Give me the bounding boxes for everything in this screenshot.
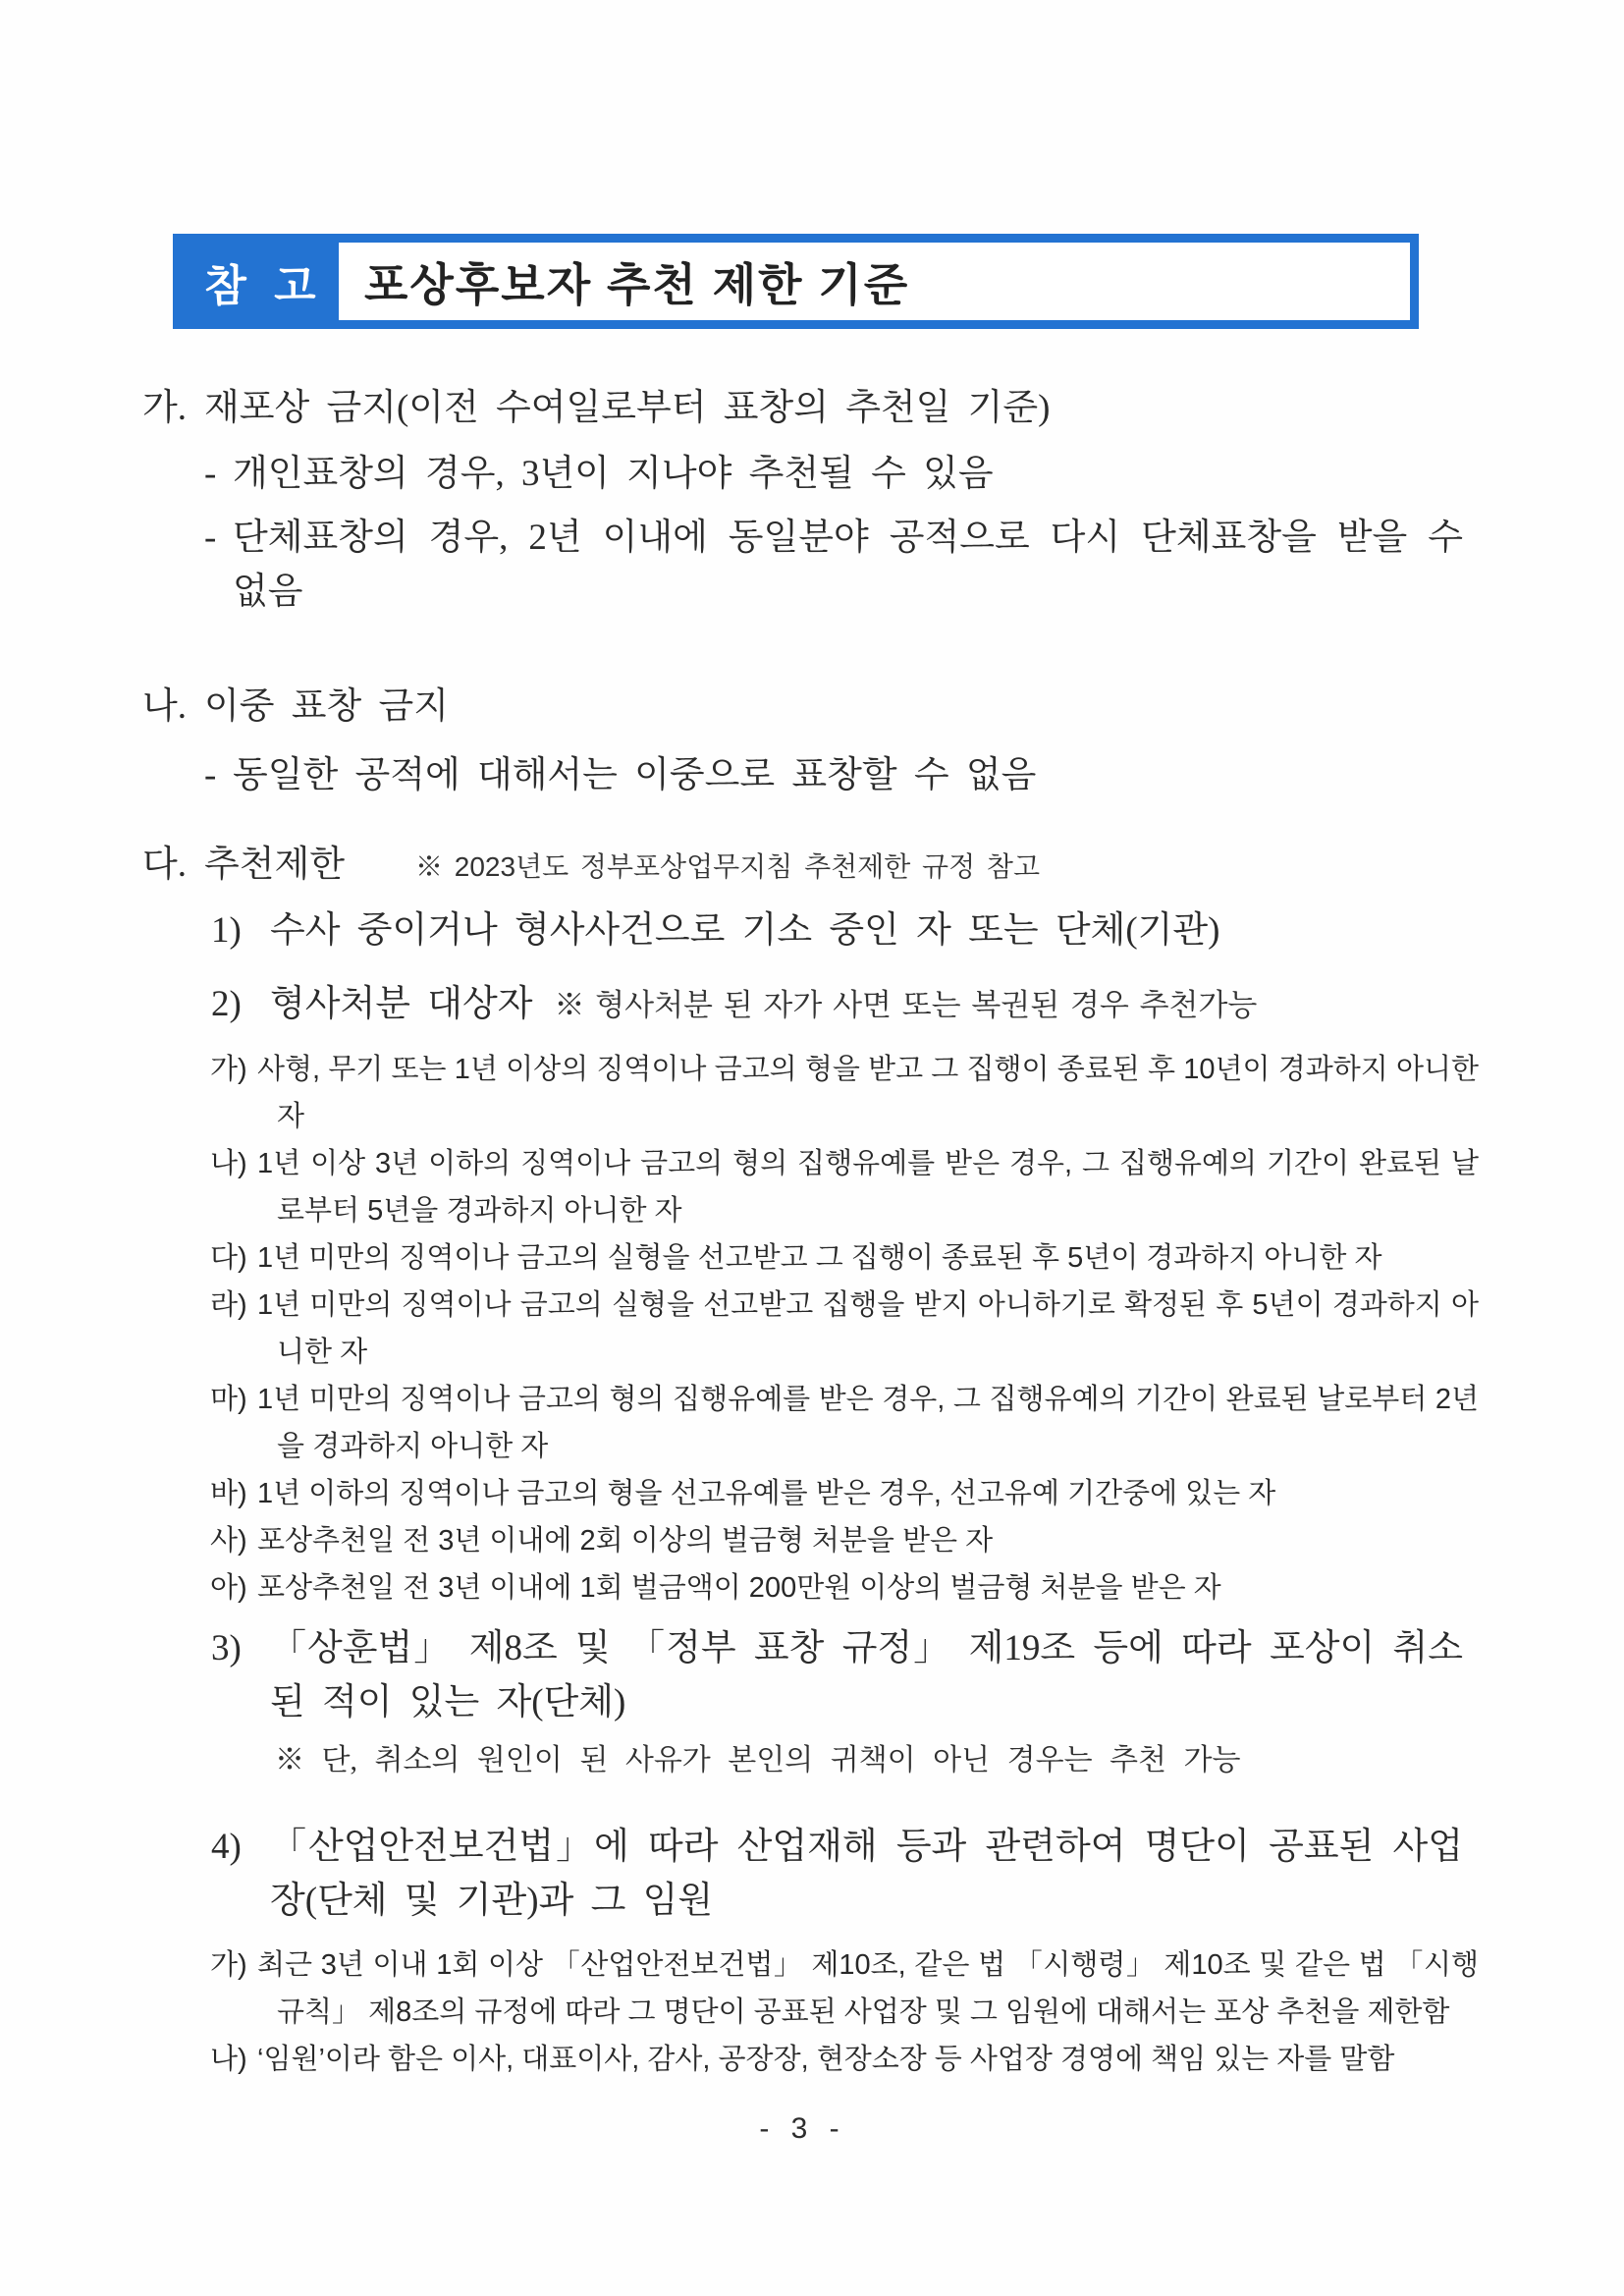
item-1 xyxy=(211,903,1463,957)
subitem-ba xyxy=(210,1470,1479,1517)
item-2-subitems xyxy=(0,1046,1624,1612)
subitem-na xyxy=(210,2036,1479,2083)
subitem-ra xyxy=(210,1282,1479,1376)
section-ga-heading-text: 재포상 금지(이전 수여일로부터 표창의 추천일 기준) xyxy=(204,388,1051,428)
subitem-marker: 가) xyxy=(210,1949,247,1981)
subitem-na xyxy=(210,1140,1479,1234)
subitem-text: 최근 3년 이내 1회 이상 「산업안전보건법」 제10조, 같은 법 「시행령」 제10조 및 같은 법 「시행규칙」 제8조의 규정에 따라 그 명단이 공표된 사업장 및 그 임원에 대해서는 포상 추천을 제한함 xyxy=(257,1949,1479,2028)
subitem-text: 1년 이하의 징역이나 금고의 형을 선고유예를 받은 경우, 선고유예 기간중에 있는 자 xyxy=(257,1478,1276,1509)
subitem-ga xyxy=(210,1941,1479,2036)
section-da-label: 다. xyxy=(142,845,187,885)
subitem-marker: 다) xyxy=(210,1242,247,1274)
item-2-inline-note: ※ 형사처분 된 자가 사면 또는 복권된 경우 추천가능 xyxy=(554,988,1258,1022)
subitem-text: 1년 미만의 징역이나 금고의 실형을 선고받고 집행을 받지 아니하기로 확정된 후 5년이 경과하지 아니한 자 xyxy=(257,1289,1479,1368)
item-2 xyxy=(211,977,1463,1032)
subitem-marker: 나) xyxy=(210,1148,247,1179)
bullet-dash: - xyxy=(204,755,217,795)
item-4-number: 4) xyxy=(211,1827,242,1867)
bullet-group-award xyxy=(204,511,1463,619)
item-4-subitems xyxy=(0,1941,1624,2083)
subitem-marker: 나) xyxy=(210,2044,247,2075)
item-3-note: ※ 단, 취소의 원인이 된 사유가 본인의 귀책이 아닌 경우는 추천 가능 xyxy=(275,1744,1241,1777)
item-4 xyxy=(211,1820,1463,1928)
subitem-text: 포상추천일 전 3년 이내에 1회 벌금액이 200만원 이상의 벌금형 처분을 받은 자 xyxy=(257,1572,1221,1604)
bullet-text: 개인표창의 경우, 3년이 지나야 추천될 수 있음 xyxy=(233,454,994,494)
subitem-text: 사형, 무기 또는 1년 이상의 징역이나 금고의 형을 받고 그 집행이 종료된 후 10년이 경과하지 아니한 자 xyxy=(257,1054,1479,1132)
section-ga-heading xyxy=(142,381,1467,435)
item-3-number: 3) xyxy=(211,1628,242,1668)
page-number: - 3 - xyxy=(759,2112,846,2145)
subitem-marker: 라) xyxy=(210,1289,247,1321)
subitem-marker: 사) xyxy=(210,1525,247,1557)
item-3 xyxy=(211,1621,1463,1729)
bullet-dash: - xyxy=(204,454,217,494)
section-da-heading xyxy=(142,838,1467,894)
item-1-text: 수사 중이거나 형사사건으로 기소 중인 자 또는 단체(기관) xyxy=(270,910,1220,951)
section-ga-label: 가. xyxy=(142,388,187,428)
section-da-heading-text: 추천제한 xyxy=(204,845,345,885)
subitem-ma xyxy=(210,1376,1479,1470)
subitem-marker: 마) xyxy=(210,1384,247,1415)
subitem-text: ‘임원’이라 함은 이사, 대표이사, 감사, 공장장, 현장소장 등 사업장 경영에 책임 있는 자를 말함 xyxy=(257,2044,1395,2075)
section-na-heading-text: 이중 표창 금지 xyxy=(204,686,449,727)
reference-header xyxy=(173,234,1419,329)
bullet-text: 동일한 공적에 대해서는 이중으로 표창할 수 없음 xyxy=(233,755,1037,795)
subitem-marker: 바) xyxy=(210,1478,247,1509)
bullet-individual-award xyxy=(204,447,1463,501)
item-4-text: 「산업안전보건법」에 따라 산업재해 등과 관련하여 명단이 공표된 사업장(단체 및 기관)과 그 임원 xyxy=(270,1827,1463,1921)
subitem-marker: 아) xyxy=(210,1572,247,1604)
section-na-heading xyxy=(142,680,1467,734)
section-da-note: ※ 2023년도 정부포상업무지침 추천제한 규정 참고 xyxy=(414,851,1041,882)
section-na-label: 나. xyxy=(142,686,187,727)
subitem-text: 포상추천일 전 3년 이내에 2회 이상의 벌금형 처분을 받은 자 xyxy=(257,1525,994,1557)
subitem-a xyxy=(210,1564,1479,1612)
subitem-text: 1년 미만의 징역이나 금고의 실형을 선고받고 그 집행이 종료된 후 5년이 경과하지 아니한 자 xyxy=(257,1242,1382,1274)
subitem-text: 1년 이상 3년 이하의 징역이나 금고의 형의 집행유예를 받은 경우, 그 집행유예의 기간이 완료된 날로부터 5년을 경과하지 아니한 자 xyxy=(257,1148,1479,1227)
subitem-marker: 가) xyxy=(210,1054,247,1085)
item-1-number: 1) xyxy=(211,910,242,951)
item-2-text: 형사처분 대상자 xyxy=(270,984,533,1024)
bullet-double-award xyxy=(204,748,1463,802)
bullet-dash: - xyxy=(204,518,217,558)
page-title: 포상후보자 추천 제한 기준 xyxy=(364,258,910,310)
subitem-sa xyxy=(210,1517,1479,1564)
bullet-text: 단체표창의 경우, 2년 이내에 동일분야 공적으로 다시 단체표창을 받을 수 없음 xyxy=(233,518,1463,612)
subitem-da xyxy=(210,1234,1479,1282)
subitem-ga xyxy=(210,1046,1479,1140)
item-2-number: 2) xyxy=(211,984,242,1024)
item-3-text: 「상훈법」 제8조 및 「정부 표창 규정」 제19조 등에 따라 포상이 취소된 적이 있는 자(단체) xyxy=(270,1628,1463,1722)
reference-badge: 참 고 xyxy=(182,243,339,320)
subitem-text: 1년 미만의 징역이나 금고의 형의 집행유예를 받은 경우, 그 집행유예의 기간이 완료된 날로부터 2년을 경과하지 아니한 자 xyxy=(257,1384,1479,1462)
